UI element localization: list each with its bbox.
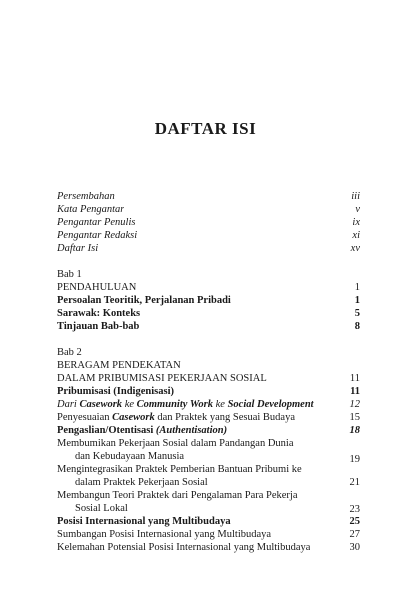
toc-entry-casework-community[interactable] xyxy=(57,398,360,412)
chapter-title: BERAGAM PENDEKATAN xyxy=(57,360,181,371)
chapter-title-line xyxy=(57,359,360,373)
toc-entry-page: 12 xyxy=(349,399,360,410)
toc-entry-kata-pengantar[interactable] xyxy=(57,203,360,217)
text-fragment: ke xyxy=(122,399,137,410)
toc-entry-page: xv xyxy=(350,243,360,254)
toc-entry-pengaslian[interactable] xyxy=(57,424,360,438)
toc-entry-page: v xyxy=(355,204,360,215)
toc-entry-page: iii xyxy=(351,191,360,202)
toc-entry-label xyxy=(57,411,295,425)
toc-entry-membangun-line2[interactable] xyxy=(75,502,360,516)
toc-entry-membumikan-line2[interactable] xyxy=(75,450,360,464)
toc-entry-pengantar-redaksi[interactable] xyxy=(57,229,360,243)
toc-entry-page: 27 xyxy=(349,529,360,540)
toc-entry-label: Posisi Internasional yang Multibudaya xyxy=(57,516,231,527)
toc-entry-page: 8 xyxy=(354,321,360,332)
chapter-title: DALAM PRIBUMISASI PEKERJAAN SOSIAL xyxy=(57,373,267,384)
toc-entry-persembahan[interactable] xyxy=(57,190,360,204)
toc-entry-label: dan Kebudayaan Manusia xyxy=(75,451,185,462)
toc-entry-label: Sarawak: Konteks xyxy=(57,308,141,319)
toc-entry-kelemahan[interactable] xyxy=(57,541,360,555)
toc-entry-membumikan-line1[interactable] xyxy=(57,437,360,451)
toc-entry-label: Daftar Isi xyxy=(57,243,99,254)
page-title: DAFTAR ISI xyxy=(154,119,257,138)
toc-entry-page: 1 xyxy=(354,295,360,306)
toc-entry-label: Pengantar Penulis xyxy=(57,217,136,228)
toc-entry-label: Sumbangan Posisi Internasional yang Multibudaya xyxy=(57,529,272,540)
text-fragment: Dari xyxy=(57,399,80,410)
toc-entry-pengantar-penulis[interactable] xyxy=(57,216,360,230)
text-fragment: Social Development xyxy=(227,399,314,410)
toc-entry-page: 21 xyxy=(349,477,360,488)
toc-entry-label xyxy=(57,424,227,438)
toc-entry-page: 25 xyxy=(349,516,360,527)
toc-entry-label: Kata Pengantar xyxy=(57,204,125,215)
toc-chapter-beragam-pendekatan[interactable] xyxy=(57,372,360,386)
toc-entry-label: Pribumisasi (Indigenisasi) xyxy=(57,386,174,397)
text-fragment: ke xyxy=(212,399,228,410)
toc-entry-label: Mengintegrasikan Praktek Pemberian Bantuan Pribumi ke xyxy=(57,464,302,475)
chapter-number-label: Bab 1 xyxy=(57,269,82,280)
toc-entry-posisi-internasional[interactable] xyxy=(57,515,360,529)
toc-entry-persoalan-teoritik[interactable] xyxy=(57,294,360,308)
toc-entry-page: 1 xyxy=(354,282,360,293)
toc-entry-label: Pengantar Redaksi xyxy=(57,230,138,241)
toc-entry-pribumisasi[interactable] xyxy=(57,385,360,399)
toc-entry-page: 5 xyxy=(354,308,360,319)
toc-entry-label: Membumikan Pekerjaan Sosial dalam Pandangan Dunia xyxy=(57,438,294,449)
toc-entry-membangun-line1[interactable] xyxy=(57,489,360,503)
toc-entry-label: Persembahan xyxy=(57,191,115,202)
text-fragment: Community Work xyxy=(136,399,213,410)
toc-entry-mengintegrasikan-page xyxy=(340,476,360,490)
toc-entry-sumbangan[interactable] xyxy=(57,528,360,542)
text-fragment: (Authentisation) xyxy=(155,425,228,436)
toc-entry-page: 11 xyxy=(350,386,360,397)
toc-entry-page: xi xyxy=(352,230,360,241)
toc-entry-page: ix xyxy=(352,217,360,228)
toc-entry-mengintegrasikan-line1[interactable] xyxy=(57,463,360,477)
toc-entry-page: 15 xyxy=(349,412,360,423)
toc-entry-mengintegrasikan-line2[interactable] xyxy=(75,476,360,490)
toc-entry-label xyxy=(57,398,314,412)
toc-entry-label: Persoalan Teoritik, Perjalanan Pribadi xyxy=(57,295,231,306)
chapter-number xyxy=(57,346,360,360)
toc-entry-page: 18 xyxy=(349,425,360,436)
toc-entry-page: 30 xyxy=(349,542,360,553)
toc-entry-page: 23 xyxy=(349,504,360,515)
text-fragment: Pengaslian/Otentisasi xyxy=(57,425,156,436)
toc-entry-page: 11 xyxy=(349,373,360,384)
toc-entry-tinjauan[interactable] xyxy=(57,320,360,334)
toc-entry-label: Tinjauan Bab-bab xyxy=(57,321,140,332)
toc-chapter-pendahuluan[interactable] xyxy=(57,281,360,295)
chapter-number xyxy=(57,268,360,282)
text-fragment: dan Praktek yang Sesuai Budaya xyxy=(154,412,295,423)
toc-entry-daftar-isi[interactable] xyxy=(57,242,360,256)
toc-entry-label: Sosial Lokal xyxy=(75,503,128,514)
toc-entry-page: 19 xyxy=(349,454,360,465)
toc-entry-label: dalam Praktek Pekerjaan Sosial xyxy=(75,477,208,488)
text-fragment: Penyesuaian xyxy=(57,412,113,423)
chapter-title: PENDAHULUAN xyxy=(57,282,137,293)
toc-entry-label: Membangun Teori Praktek dari Pengalaman Para Pekerja xyxy=(57,490,298,501)
toc-entry-penyesuaian[interactable] xyxy=(57,411,360,425)
toc-entry-label: Kelemahan Potensial Posisi Internasional yang Multibudaya xyxy=(57,542,311,553)
chapter-number-label: Bab 2 xyxy=(57,347,82,358)
text-fragment: Casework xyxy=(112,412,155,423)
text-fragment: Casework xyxy=(79,399,123,410)
toc-entry-sarawak[interactable] xyxy=(57,307,360,321)
